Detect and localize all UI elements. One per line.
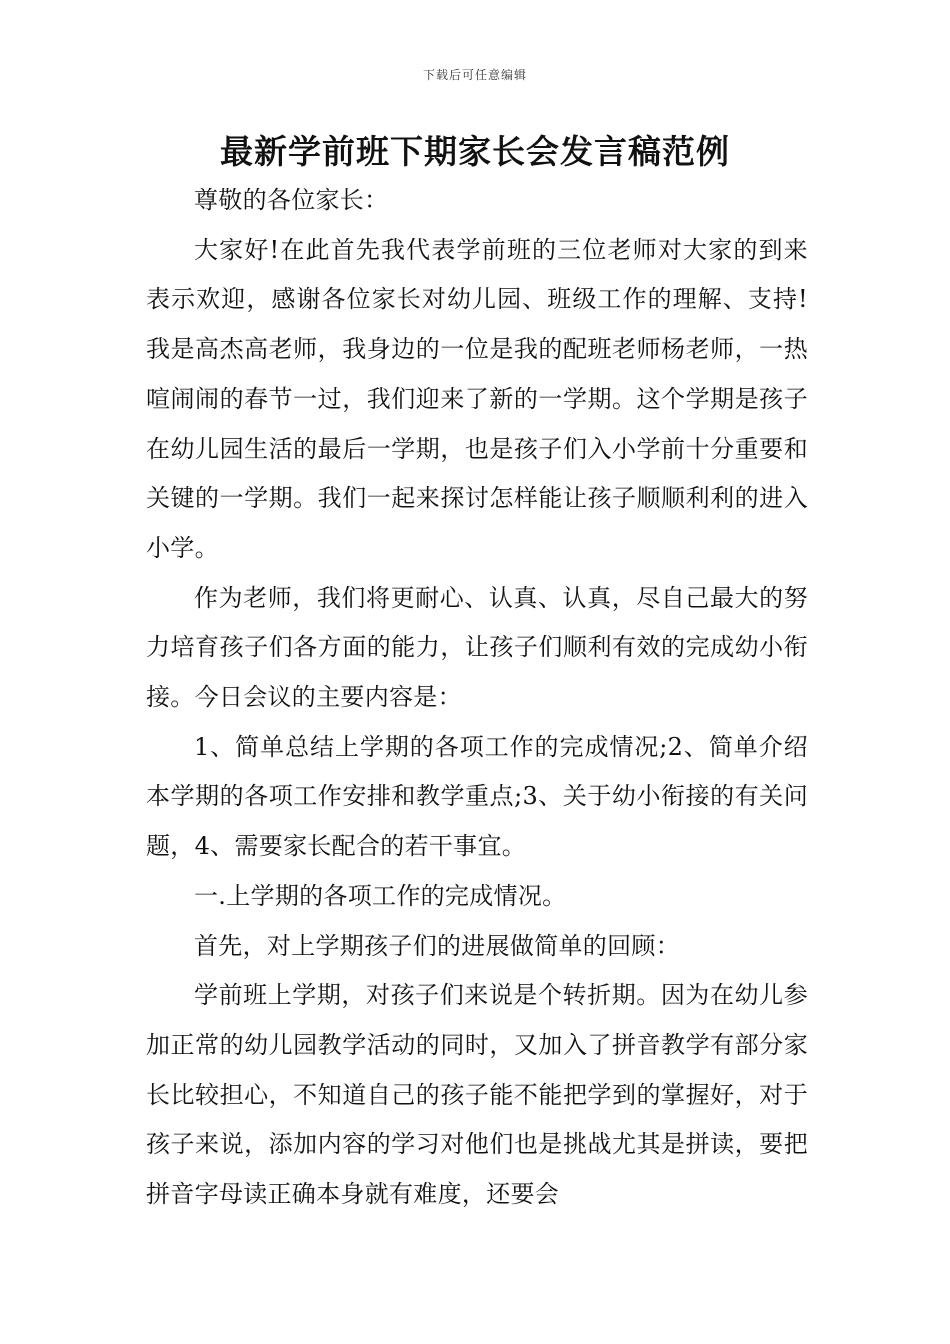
document-title: 最新学前班下期家长会发言稿范例 bbox=[220, 132, 730, 171]
paragraph-greeting: 尊敬的各位家长： bbox=[194, 186, 389, 214]
paragraph-intro: 大家好!在此首先我代表学前班的三位老师对大家的到来表示欢迎，感谢各位家长对幼儿园、班级工作的理解、支持!我是高杰高老师，我身边的一位是我的配班老师杨老师，一热喧闹闹的春节一过，我们迎来了新的一学期。这个学期是孩子在幼儿园生活的最后一学期，也是孩子们入小学前十分重要和关键的一学期。我们一起来探讨怎样能让孩子顺顺利利的进入小学。 bbox=[146, 235, 808, 562]
paragraph-review: 学前班上学期，对孩子们来说是个转折期。因为在幼儿参加正常的幼儿园教学活动的同时，又加入了拼音教学有部分家长比较担心，不知道自己的孩子能不能把学到的掌握好，对于孩子来说，添加内容的学习对他们也是挑战尤其是拼读，要把拼音字母读正确本身就有难度，还要会 bbox=[146, 981, 808, 1209]
paragraph-review-intro: 首先，对上学期孩子们的进展做简单的回顾： bbox=[194, 931, 680, 960]
document-body bbox=[146, 176, 808, 1220]
paragraph-section-heading: 一.上学期的各项工作的完成情况。 bbox=[194, 881, 567, 910]
paragraph-agenda: 1、简单总结上学期的各项工作的完成情况;2、简单介绍本学期的各项工作安排和教学重点;3、关于幼小衔接的有关问题，4、需要家长配合的若干事宜。 bbox=[146, 732, 808, 861]
header-note: 下载后可任意编辑 bbox=[422, 68, 527, 82]
paragraph-commitment: 作为老师，我们将更耐心、认真、认真，尽自己最大的努力培育孩子们各方面的能力，让孩子们顺利有效的完成幼小衔接。今日会议的主要内容是： bbox=[146, 583, 808, 712]
